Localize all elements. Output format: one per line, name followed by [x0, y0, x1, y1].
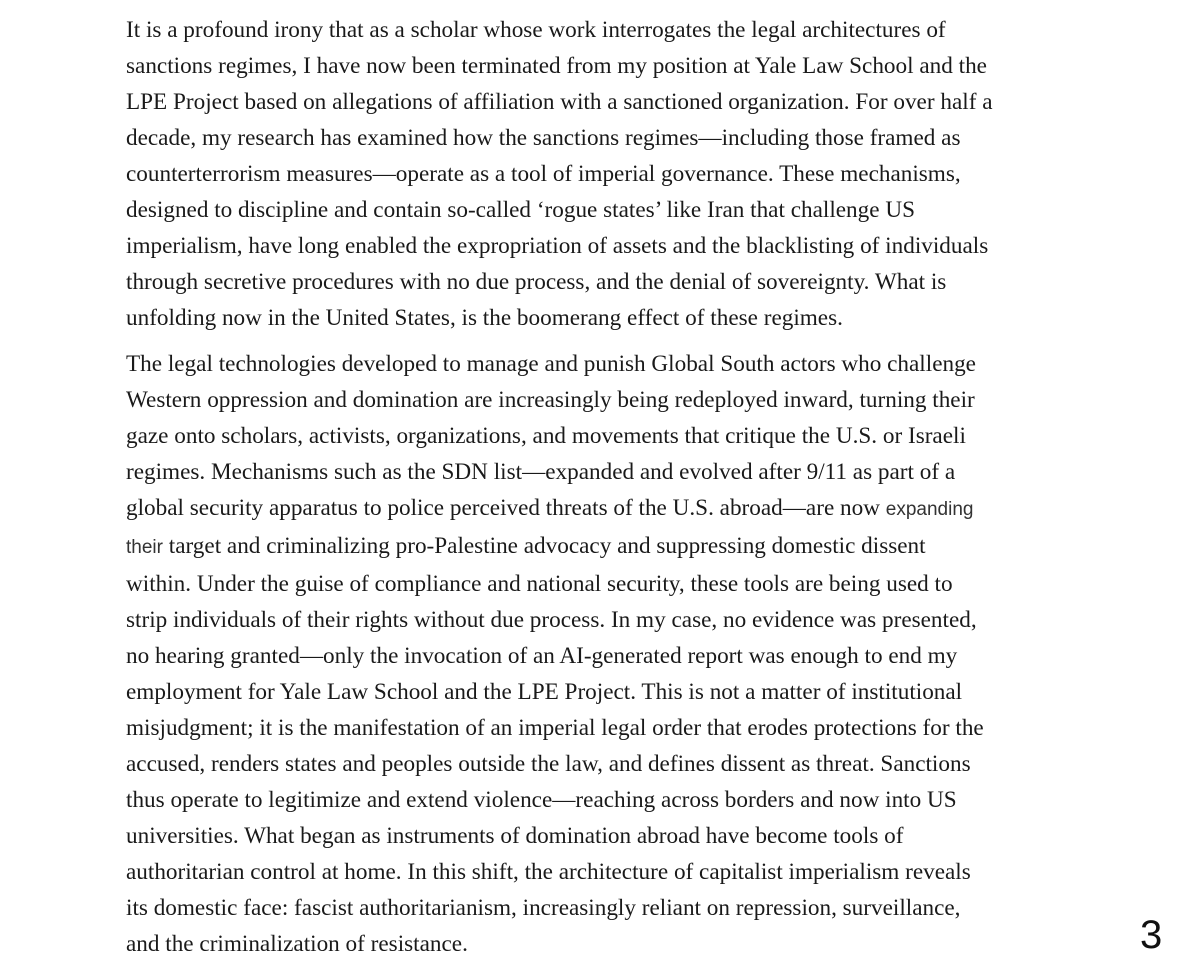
text-line: misjudgment; it is the manifestation of an imperial legal order that erodes protections for the [126, 715, 984, 741]
page-number: 3 [1140, 913, 1163, 957]
text-line: and the criminalization of resistance. [126, 931, 468, 957]
text-line: accused, renders states and peoples outside the law, and defines dissent as threat. Sanctions [126, 751, 971, 777]
text-segment: global security apparatus to police perceived threats of the U.S. abroad—are now [126, 495, 886, 521]
pasted-text-segment: their [126, 537, 163, 558]
text-line: decade, my research has examined how the sanctions regimes—including those framed as [126, 125, 961, 151]
text-line: no hearing granted—only the invocation of an AI-generated report was enough to end my [126, 643, 958, 669]
text-line: It is a profound irony that as a scholar whose work interrogates the legal architectures of [126, 17, 946, 43]
text-line: employment for Yale Law School and the LPE Project. This is not a matter of institutional [126, 679, 963, 705]
document-body [126, 12, 1126, 962]
text-line: counterterrorism measures—operate as a tool of imperial governance. These mechanisms, [126, 161, 961, 187]
text-line-mixed [126, 490, 1126, 528]
text-line: authoritarian control at home. In this shift, the architecture of capitalist imperialism reveals [126, 859, 971, 885]
text-line: regimes. Mechanisms such as the SDN list—expanded and evolved after 9/11 as part of a [126, 459, 956, 485]
text-line-mixed [126, 528, 1126, 566]
text-line: thus operate to legitimize and extend violence—reaching across borders and now into US [126, 787, 957, 813]
text-line: strip individuals of their rights without due process. In my case, no evidence was presented, [126, 607, 977, 633]
text-line: its domestic face: fascist authoritarianism, increasingly reliant on repression, surveillance, [126, 895, 961, 921]
text-line: within. Under the guise of compliance and national security, these tools are being used to [126, 571, 953, 597]
text-line: The legal technologies developed to manage and punish Global South actors who challenge [126, 351, 976, 377]
text-line: through secretive procedures with no due process, and the denial of sovereignty. What is [126, 269, 947, 295]
text-segment: target and criminalizing pro-Palestine advocacy and suppressing domestic dissent [162, 533, 926, 559]
text-line: designed to discipline and contain so-called ‘rogue states’ like Iran that challenge US [126, 197, 915, 223]
text-line: universities. What began as instruments of domination abroad have become tools of [126, 823, 904, 849]
paragraph-1 [126, 12, 1126, 336]
text-line: sanctions regimes, I have now been terminated from my position at Yale Law School and the [126, 53, 987, 79]
text-line: imperialism, have long enabled the expropriation of assets and the blacklisting of individuals [126, 233, 989, 259]
text-line: gaze onto scholars, activists, organizations, and movements that critique the U.S. or Israeli [126, 423, 966, 449]
pasted-text-segment: expanding [885, 499, 974, 520]
paragraph-2 [126, 346, 1126, 962]
text-line: unfolding now in the United States, is the boomerang effect of these regimes. [126, 305, 843, 331]
text-line: Western oppression and domination are increasingly being redeployed inward, turning their [126, 387, 975, 413]
text-line: LPE Project based on allegations of affiliation with a sanctioned organization. For over half a [126, 89, 993, 115]
